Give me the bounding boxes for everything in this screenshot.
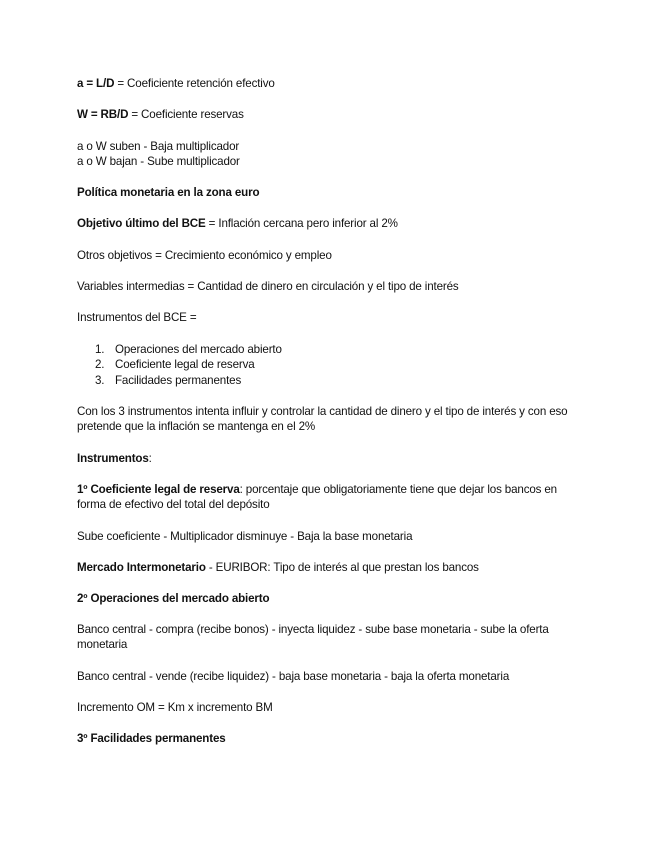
section-heading-instruments-colon: : — [148, 452, 152, 465]
section-heading-policy — [77, 185, 577, 200]
list-item — [95, 357, 255, 372]
list-item-number: 3. — [95, 374, 105, 387]
formula-w-rhs: = Coeficiente reservas — [128, 108, 244, 121]
intermediate-variables: Variables intermedias = Cantidad de dinero en circulación y el tipo de interés — [77, 280, 459, 293]
section-heading-standing-facilities-text: 3º Facilidades permanentes — [77, 732, 226, 745]
list-item-number: 1. — [95, 343, 105, 356]
list-item — [95, 342, 282, 357]
reserve-coefficient-definition — [77, 482, 582, 512]
section-heading-open-market — [77, 591, 577, 606]
om-increment-formula: Incremento OM = Km x incremento BM — [77, 701, 273, 714]
list-item-number: 2. — [95, 358, 105, 371]
instruments-summary: Con los 3 instrumentos intenta influir y controlar la cantidad de dinero y el tipo de interés y con eso pretende que la inflación se mantenga en el 2% — [77, 405, 568, 433]
formula-a-lhs: a = L/D — [77, 77, 115, 90]
ecb-instruments-label: Instrumentos del BCE = — [77, 311, 197, 324]
list-item-text: Facilidades permanentes — [115, 374, 242, 387]
list-item-text: Coeficiente legal de reserva — [115, 358, 255, 371]
coefficient-effect: Sube coeficiente - Multiplicador disminuye - Baja la base monetaria — [77, 530, 413, 543]
section-heading-open-market-text: 2º Operaciones del mercado abierto — [77, 592, 270, 605]
formula-w — [77, 107, 577, 122]
section-heading-policy-text: Política monetaria en la zona euro — [77, 186, 260, 199]
list-item — [95, 373, 241, 388]
formula-a — [77, 76, 577, 91]
ecb-objective-text: = Inflación cercana pero inferior al 2% — [205, 217, 398, 230]
other-objectives: Otros objetivos = Crecimiento económico y empleo — [77, 249, 332, 262]
section-heading-instruments-text: Instrumentos — [77, 452, 149, 465]
central-bank-buys: Banco central - compra (recibe bonos) - inyecta liquidez - sube base monetaria - sube la oferta monetaria — [77, 623, 549, 651]
list-item-text: Operaciones del mercado abierto — [115, 343, 282, 356]
formula-a-rhs: = Coeficiente retención efectivo — [114, 77, 275, 90]
reserve-coefficient-label: 1º Coeficiente legal de reserva — [77, 483, 240, 496]
multiplier-rule-down: a o W bajan - Sube multiplicador — [77, 155, 240, 168]
ecb-objective — [77, 216, 577, 231]
multiplier-rule-up: a o W suben - Baja multiplicador — [77, 140, 240, 153]
central-bank-sells: Banco central - vende (recibe liquidez) - baja base monetaria - baja la oferta monetaria — [77, 670, 510, 683]
section-heading-instruments — [77, 451, 577, 466]
interbank-market — [77, 560, 577, 575]
reserve-coefficient-text: : porcentaje que obligatoriamente tiene que dejar los bancos en forma de efectivo del total del depósito — [77, 483, 557, 511]
section-heading-standing-facilities — [77, 731, 577, 746]
ecb-objective-label: Objetivo último del BCE — [77, 217, 206, 230]
interbank-market-text: - EURIBOR: Tipo de interés al que prestan los bancos — [205, 561, 479, 574]
interbank-market-label: Mercado Intermonetario — [77, 561, 206, 574]
formula-w-lhs: W = RB/D — [77, 108, 129, 121]
